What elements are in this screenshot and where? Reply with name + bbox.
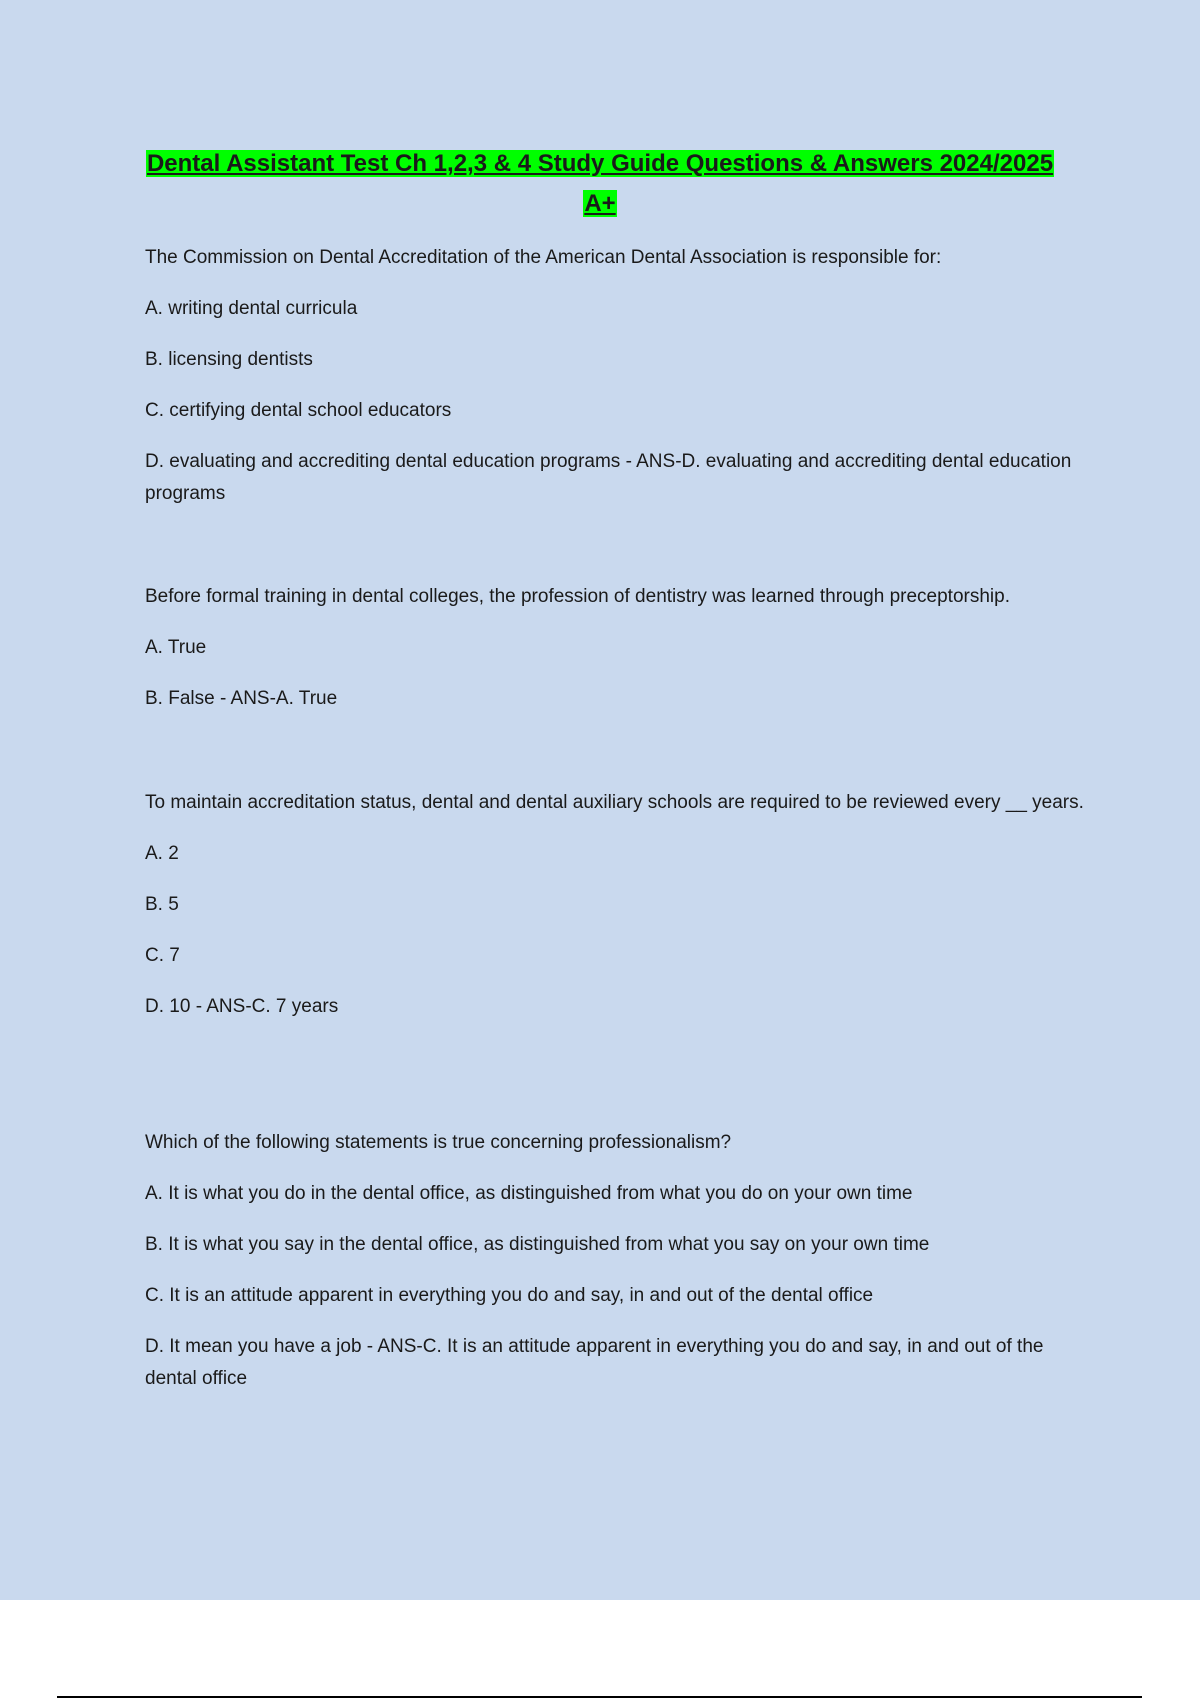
answer-option: B. 5: [145, 894, 179, 915]
question-prompt: To maintain accreditation status, dental and dental auxiliary schools are required to be reviewed every __ years.: [145, 792, 1084, 813]
answer-option-with-key: D. 10 - ANS-C. 7 years: [145, 996, 339, 1017]
document-title: [0, 144, 1200, 224]
title-line-2: A+: [584, 190, 616, 217]
title-line-1: Dental Assistant Test Ch 1,2,3 & 4 Study Guide Questions & Answers 2024/2025: [146, 150, 1054, 177]
answer-option: B. It is what you say in the dental office, as distinguished from what you say on your own time: [145, 1234, 930, 1255]
question-1: [145, 242, 1095, 529]
answer-option: B. licensing dentists: [145, 349, 313, 370]
question-2: [145, 581, 1095, 734]
footer-divider: [57, 1696, 1142, 1698]
answer-option: A. It is what you do in the dental office, as distinguished from what you do on your own time: [145, 1183, 913, 1204]
answer-option-with-key: D. It mean you have a job - ANS-C. It is an attitude apparent in everything you do and say, in and out of the dental office: [145, 1336, 1044, 1389]
answer-option: A. writing dental curricula: [145, 298, 358, 319]
question-prompt: Which of the following statements is true concerning professionalism?: [145, 1132, 732, 1153]
question-3: [145, 787, 1095, 1042]
question-4: [145, 1127, 1095, 1414]
answer-option: A. 2: [145, 843, 179, 864]
answer-option-with-key: D. evaluating and accrediting dental education programs - ANS-D. evaluating and accrediting dental education programs: [145, 451, 1072, 504]
answer-option: C. It is an attitude apparent in everything you do and say, in and out of the dental office: [145, 1285, 874, 1306]
answer-option: C. 7: [145, 945, 180, 966]
question-prompt: Before formal training in dental colleges, the profession of dentistry was learned through preceptorship.: [145, 586, 1010, 607]
answer-option-with-key: B. False - ANS-A. True: [145, 688, 338, 709]
answer-option: C. certifying dental school educators: [145, 400, 452, 421]
answer-option: A. True: [145, 637, 207, 658]
question-prompt: The Commission on Dental Accreditation of the American Dental Association is responsible for:: [145, 247, 942, 268]
